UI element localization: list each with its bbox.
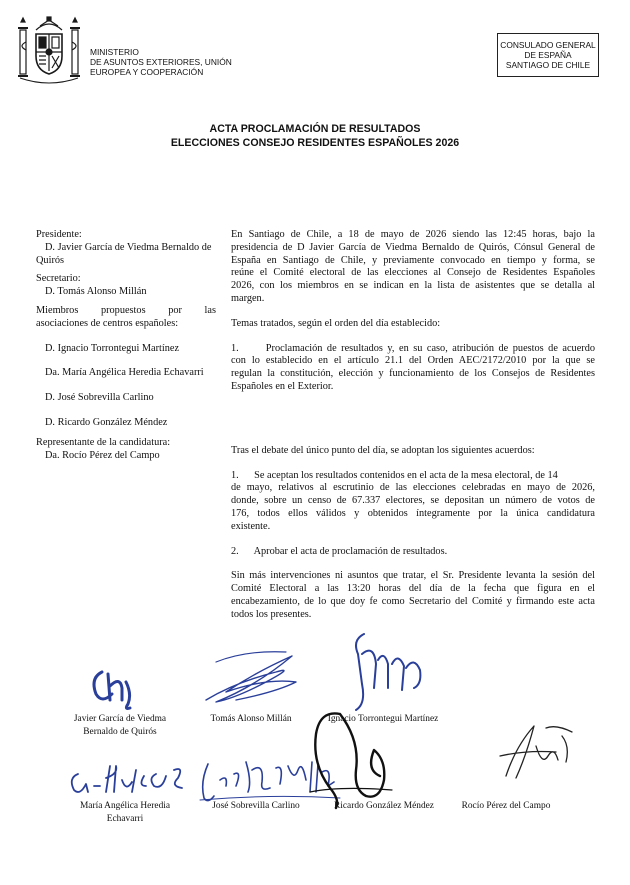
tras-line: Tras el debate del único punto del día, se adoptan los siguientes acuerdos: — [231, 444, 535, 456]
signatory-name: Bernaldo de Quirós — [83, 726, 157, 737]
attendees-column — [36, 229, 216, 462]
ministry-line: MINISTERIO — [90, 47, 139, 57]
signature-garcia-de-viedma — [88, 664, 148, 712]
signatory-1 — [50, 713, 190, 738]
cierre-line: todos los presentes. — [231, 608, 312, 620]
ministry-line: DE ASUNTOS EXTERIORES, UNIÓN — [90, 57, 232, 67]
intro-line: presidencia de D Javier García de Viedma Bernaldo de Quirós, Cónsul General de — [231, 241, 595, 253]
item-line: regulan la constitución, elección y funcionamiento de los Consejos de Residentes — [231, 368, 595, 380]
signatory-name: Javier García de Viedma — [73, 714, 167, 724]
document-title — [0, 122, 630, 150]
presidente-name-cont: Quirós — [36, 254, 65, 266]
miembros-label: Miembros propuestos por las — [36, 304, 216, 316]
signature-perez-del-campo — [486, 716, 576, 786]
cierre-line: Comité Electoral a las 13:20 horas del día de la fecha que figura en el — [231, 583, 595, 595]
presidente-name: D. Javier García de Viedma Bernaldo de — [45, 241, 212, 253]
signatory-3: Ignacio Torrontegui Martínez — [327, 714, 439, 724]
signatory-name: María Angélica Heredia — [79, 801, 171, 811]
representante-label: Representante de la candidatura: — [36, 436, 171, 448]
consulate-line: DE ESPAÑA — [524, 50, 572, 60]
miembro-item: D. José Sobrevilla Carlino — [45, 392, 154, 404]
miembro-item: D. Ignacio Torrontegui Martínez — [45, 342, 180, 354]
item-line: Españoles en el Exterior. — [231, 380, 334, 392]
intro-line: reúne el Comité electoral de las elecciones al Consejo de Residentes Españoles — [231, 267, 595, 279]
item-line: con lo establecido en el artículo 21.1 del Orden AEC/2172/2010 por la que se — [231, 355, 595, 367]
signatory-6: Ricardo González Méndez — [334, 801, 434, 811]
secretario-name: D. Tomás Alonso Millán — [45, 286, 147, 298]
signatory-name: Echavarri — [106, 813, 144, 824]
ministry-name — [90, 47, 232, 77]
intro-line: 2026, con los miembros en se indican en la lista de asistentes que se detalla al — [231, 280, 595, 292]
signatory-7: Rocío Pérez del Campo — [461, 801, 551, 811]
cierre-line: Sin más intervenciones ni asuntos que tratar, el Sr. Presidente levanta la sesión del — [231, 570, 595, 582]
consulate-line: CONSULADO GENERAL — [500, 40, 596, 50]
acuerdo-2: 2. Aprobar el acta de proclamación de resultados. — [231, 545, 448, 557]
presidente-label: Presidente: — [36, 229, 82, 240]
acuerdo-line: 1. Se aceptan los resultados contenidos en el acta de la mesa electoral, de 14 — [231, 469, 558, 481]
signatory-4 — [60, 800, 190, 825]
miembros-label-cont: asociaciones de centros españoles: — [36, 317, 179, 329]
item-line: 1. Proclamación de resultados y, en su caso, atribución de puestos de acuerdo — [231, 342, 595, 354]
secretario-label: Secretario: — [36, 273, 81, 285]
acuerdo-line: donde, sobre un censo de 67.337 electores, se depositan un número de votos de — [231, 495, 595, 507]
representante-name: Da. Rocío Pérez del Campo — [45, 449, 160, 461]
acuerdo-line: existente. — [231, 520, 271, 532]
spain-coat-of-arms-icon — [14, 16, 84, 88]
signatory-2: Tomás Alonso Millán — [210, 714, 292, 724]
minutes-body — [231, 229, 595, 622]
signature-heredia — [66, 756, 196, 800]
cierre-line: encabezamiento, de lo que doy fe como Secretario del Comité y firmando este acta — [231, 595, 595, 607]
title-line: ACTA PROCLAMACIÓN DE RESULTADOS — [209, 123, 421, 135]
intro-line: España en Santiago de Chile, y previamente convocado en tiempo y forma, se — [231, 254, 595, 266]
signatory-5: José Sobrevilla Carlino — [212, 801, 300, 811]
consulate-box — [497, 33, 599, 77]
intro-line: En Santiago de Chile, a 18 de mayo de 2026 siendo las 12:45 horas, bajo la — [231, 229, 595, 240]
acuerdo-line: de mayo, relativos al escrutinio de las elecciones celebradas en mayo de 2026, — [231, 482, 595, 494]
temas-heading: Temas tratados, según el orden del día establecido: — [231, 317, 441, 329]
consulate-line: SANTIAGO DE CHILE — [505, 60, 591, 70]
intro-line: margen. — [231, 292, 265, 304]
title-line: ELECCIONES CONSEJO RESIDENTES ESPAÑOLES 2026 — [170, 137, 460, 149]
acuerdo-line: 176, todos ellos válidos y obtenidos íntegramente por la única candidatura — [231, 507, 595, 519]
miembro-item: D. Ricardo González Méndez — [45, 416, 168, 428]
miembro-item: Da. María Angélica Heredia Echavarri — [45, 367, 204, 379]
ministry-line: EUROPEA Y COOPERACIÓN — [90, 67, 204, 77]
signature-alonso-millan — [196, 642, 306, 712]
